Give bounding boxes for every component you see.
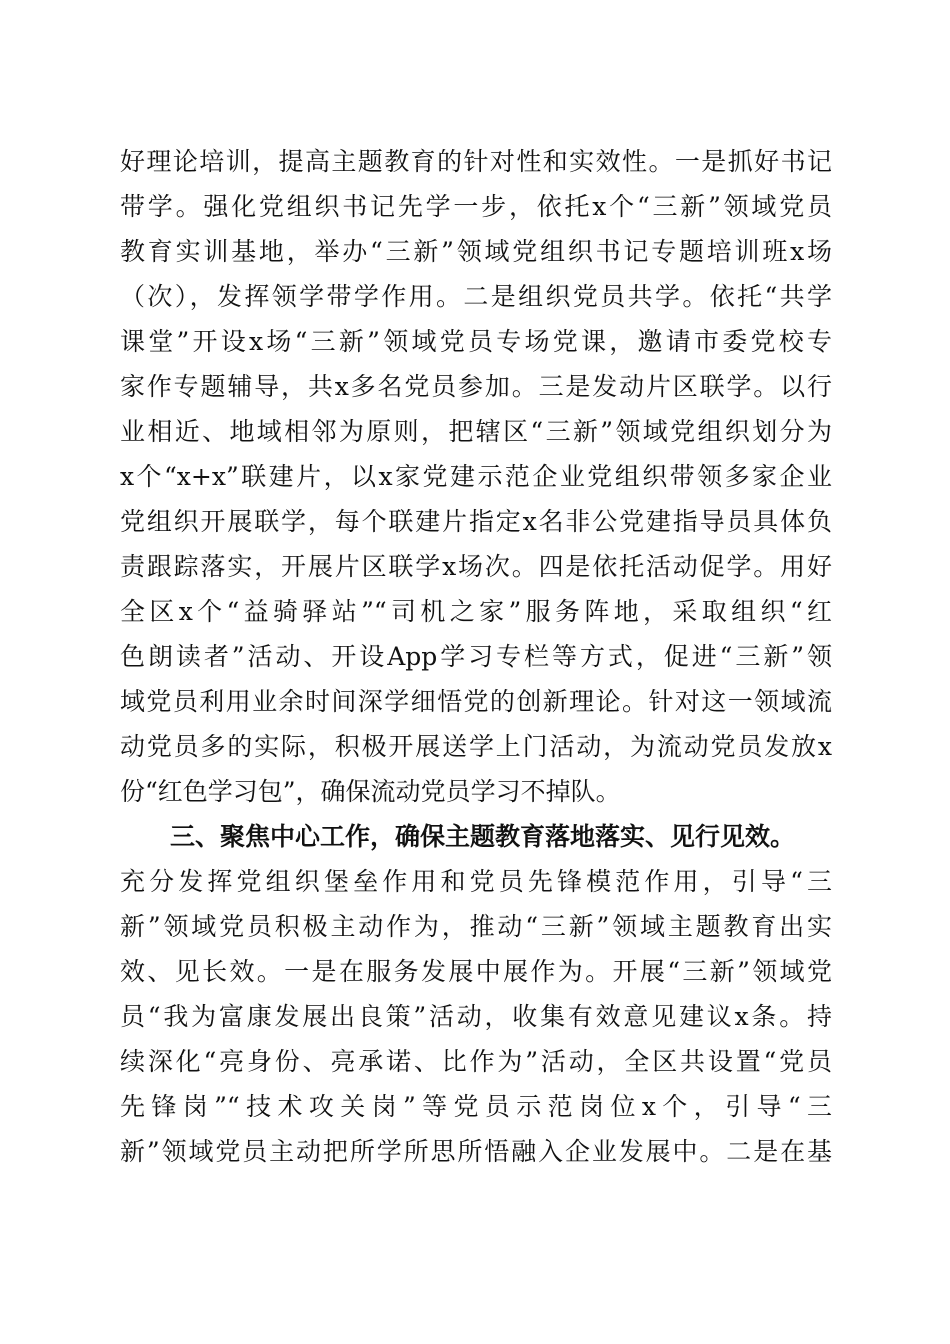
text-line: 教育实训基地，举办“三新”领域党组织书记专题培训班x场	[120, 237, 832, 266]
paragraph-1	[120, 139, 832, 814]
text-line: 员“我为富康发展出良策”活动，收集有效意见建议x条。持	[120, 1002, 832, 1031]
text-line: 责跟踪落实，开展片区联学x场次。四是依托活动促学。用好	[120, 552, 832, 581]
text-line: 党组织开展联学，每个联建片指定x名非公党建指导员具体负	[120, 507, 832, 536]
text-line: 续深化“亮身份、亮承诺、比作为”活动，全区共设置“党员	[120, 1047, 832, 1076]
text-line: 家作专题辅导，共x多名党员参加。三是发动片区联学。以行	[120, 372, 832, 401]
document-body	[120, 139, 832, 1174]
text-line: 课堂”开设x场“三新”领域党员专场党课，邀请市委党校专	[120, 327, 832, 356]
text-line: 业相近、地域相邻为原则，把辖区“三新”领域党组织划分为	[120, 417, 832, 446]
text-line: 带学。强化党组织书记先学一步，依托x个“三新”领域党员	[120, 192, 832, 221]
text-line: 好理论培训，提高主题教育的针对性和实效性。一是抓好书记	[120, 147, 832, 176]
text-line: 动党员多的实际，积极开展送学上门活动，为流动党员发放x	[120, 732, 832, 761]
section-heading: 三、聚焦中心工作，确保主题教育落地落实、见行见效。	[170, 822, 796, 851]
text-line: 份“红色学习包”，确保流动党员学习不掉队。	[120, 777, 621, 806]
text-line: 新”领域党员积极主动作为，推动“三新”领域主题教育出实	[120, 912, 832, 941]
text-line: x个“x+x”联建片，以x家党建示范企业党组织带领多家企业	[120, 462, 832, 491]
paragraph-2	[120, 859, 832, 1174]
text-line: （次），发挥领学带学作用。二是组织党员共学。依托“共学	[120, 282, 832, 311]
text-line: 效、见长效。一是在服务发展中展作为。开展“三新”领域党	[120, 957, 832, 986]
text-line: 充分发挥党组织堡垒作用和党员先锋模范作用，引导“三	[120, 867, 832, 896]
text-line: 色朗读者”活动、开设App学习专栏等方式，促进“三新”领	[120, 642, 832, 671]
text-line: 新”领域党员主动把所学所思所悟融入企业发展中。二是在基	[120, 1137, 832, 1166]
text-line: 先锋岗”“技术攻关岗”等党员示范岗位x个，引导“三	[120, 1092, 832, 1121]
text-line: 域党员利用业余时间深学细悟党的创新理论。针对这一领域流	[120, 687, 832, 716]
text-line: 全区x个“益骑驿站”“司机之家”服务阵地，采取组织“红	[120, 597, 832, 626]
